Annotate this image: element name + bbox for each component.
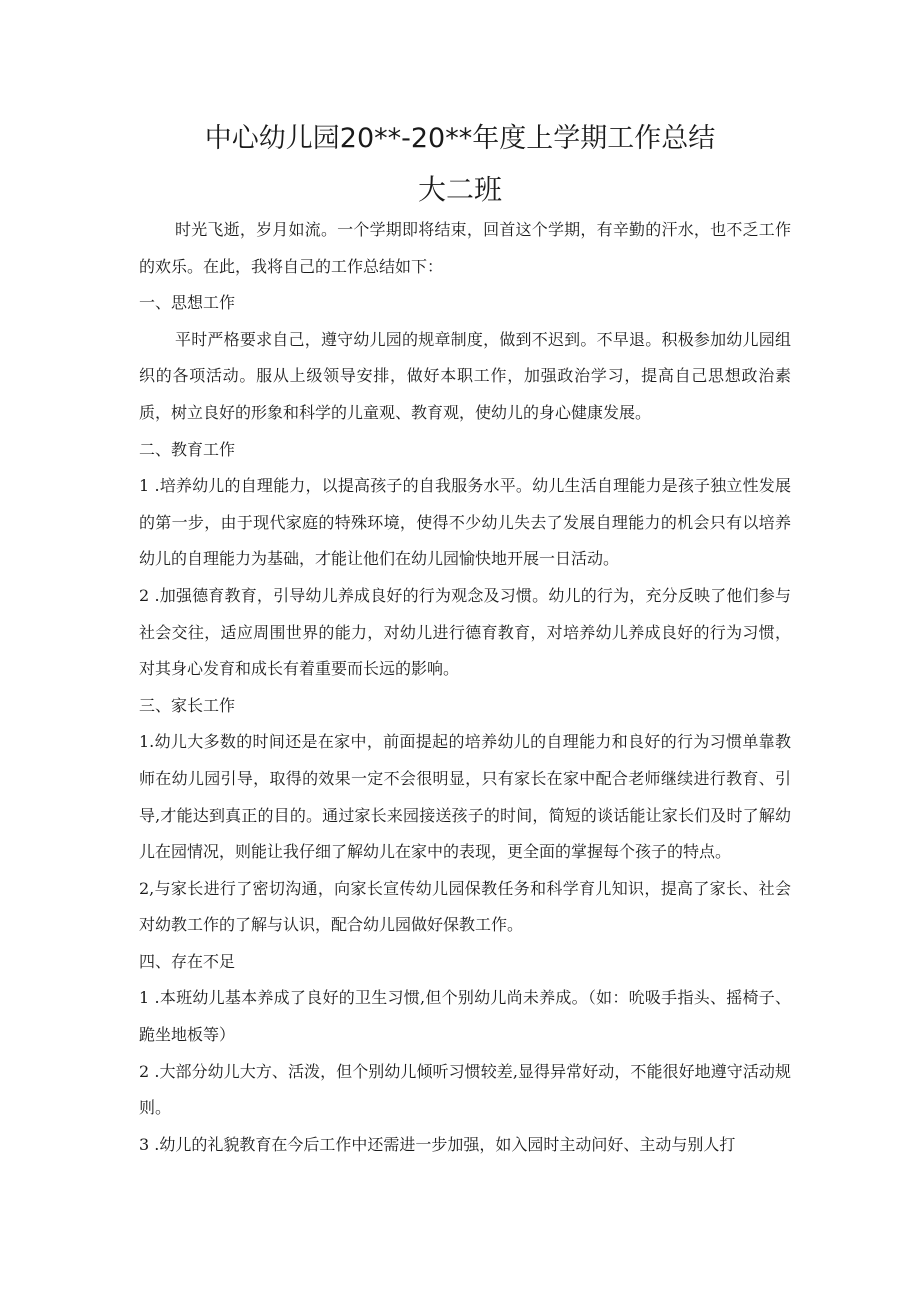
section-heading-parents: 三、家长工作 [139, 695, 236, 715]
shortcomings-item-3: 3 .幼儿的礼貌教育在今后工作中还需进一步加强，如入园时主动问好、主动与别人打 [139, 1134, 736, 1154]
shortcomings-item-2: 2 .大部分幼儿大方、活泼，但个别幼儿倾听习惯较差,显得异常好动，不能很好地遵守活动规则。 [139, 1061, 791, 1118]
education-item-2: 2 .加强德育教育，引导幼儿养成良好的行为观念及习惯。幼儿的行为，充分反映了他们参与社会交往，适应周围世界的能力，对幼儿进行德育教育，对培养幼儿养成良好的行为习惯，对其身心发育和成长有着重要而长远的影响。 [139, 585, 791, 679]
document-subtitle: 大二班 [417, 173, 502, 206]
education-item-1: 1 .培养幼儿的自理能力，以提高孩子的自我服务水平。幼儿生活自理能力是孩子独立性发展的第一步，由于现代家庭的特殊环境，使得不少幼儿失去了发展自理能力的机会只有以培养幼儿的自理能力为基础，才能让他们在幼儿园愉快地开展一日活动。 [139, 476, 791, 569]
document-title: 中心幼儿园20**-20**年度上学期工作总结 [204, 123, 716, 154]
document-body [139, 212, 791, 1163]
section-heading-shortcomings: 四、存在不足 [139, 951, 236, 971]
parents-item-2: 2,与家长进行了密切沟通，向家长宣传幼儿园保教任务和科学育儿知识，提高了家长、社会对幼教工作的了解与认识，配合幼儿园做好保教工作。 [139, 878, 791, 935]
parents-item-1: 1.幼儿大多数的时间还是在家中，前面提起的培养幼儿的自理能力和良好的行为习惯单靠教师在幼儿园引导，取得的效果一定不会很明显，只有家长在家中配合老师继续进行教育、引导,才能达到真正的目的。通过家长来园接送孩子的时间，简短的谈话能让家长们及时了解幼儿在园情况，则能让我仔细了解幼儿在家中的表现，更全面的掌握每个孩子的特点。 [139, 732, 791, 862]
intro-paragraph: 时光飞逝，岁月如流。一个学期即将结束，回首这个学期，有辛勤的汗水，也不乏工作的欢乐。在此，我将自己的工作总结如下： [139, 220, 791, 276]
section-paragraph-thought: 平时严格要求自己，遵守幼儿园的规章制度，做到不迟到。不早退。积极参加幼儿园组织的各项活动。服从上级领导安排，做好本职工作，加强政治学习，提高自己思想政治素质，树立良好的形象和科学的儿童观、教育观，使幼儿的身心健康发展。 [139, 329, 791, 422]
section-heading-education: 二、教育工作 [139, 439, 236, 459]
section-heading-thought: 一、思想工作 [139, 293, 236, 313]
shortcomings-item-1: 1 .本班幼儿基本养成了良好的卫生习惯,但个别幼儿尚未养成。（如：吮吸手指头、摇椅子、跪坐地板等） [139, 988, 791, 1045]
